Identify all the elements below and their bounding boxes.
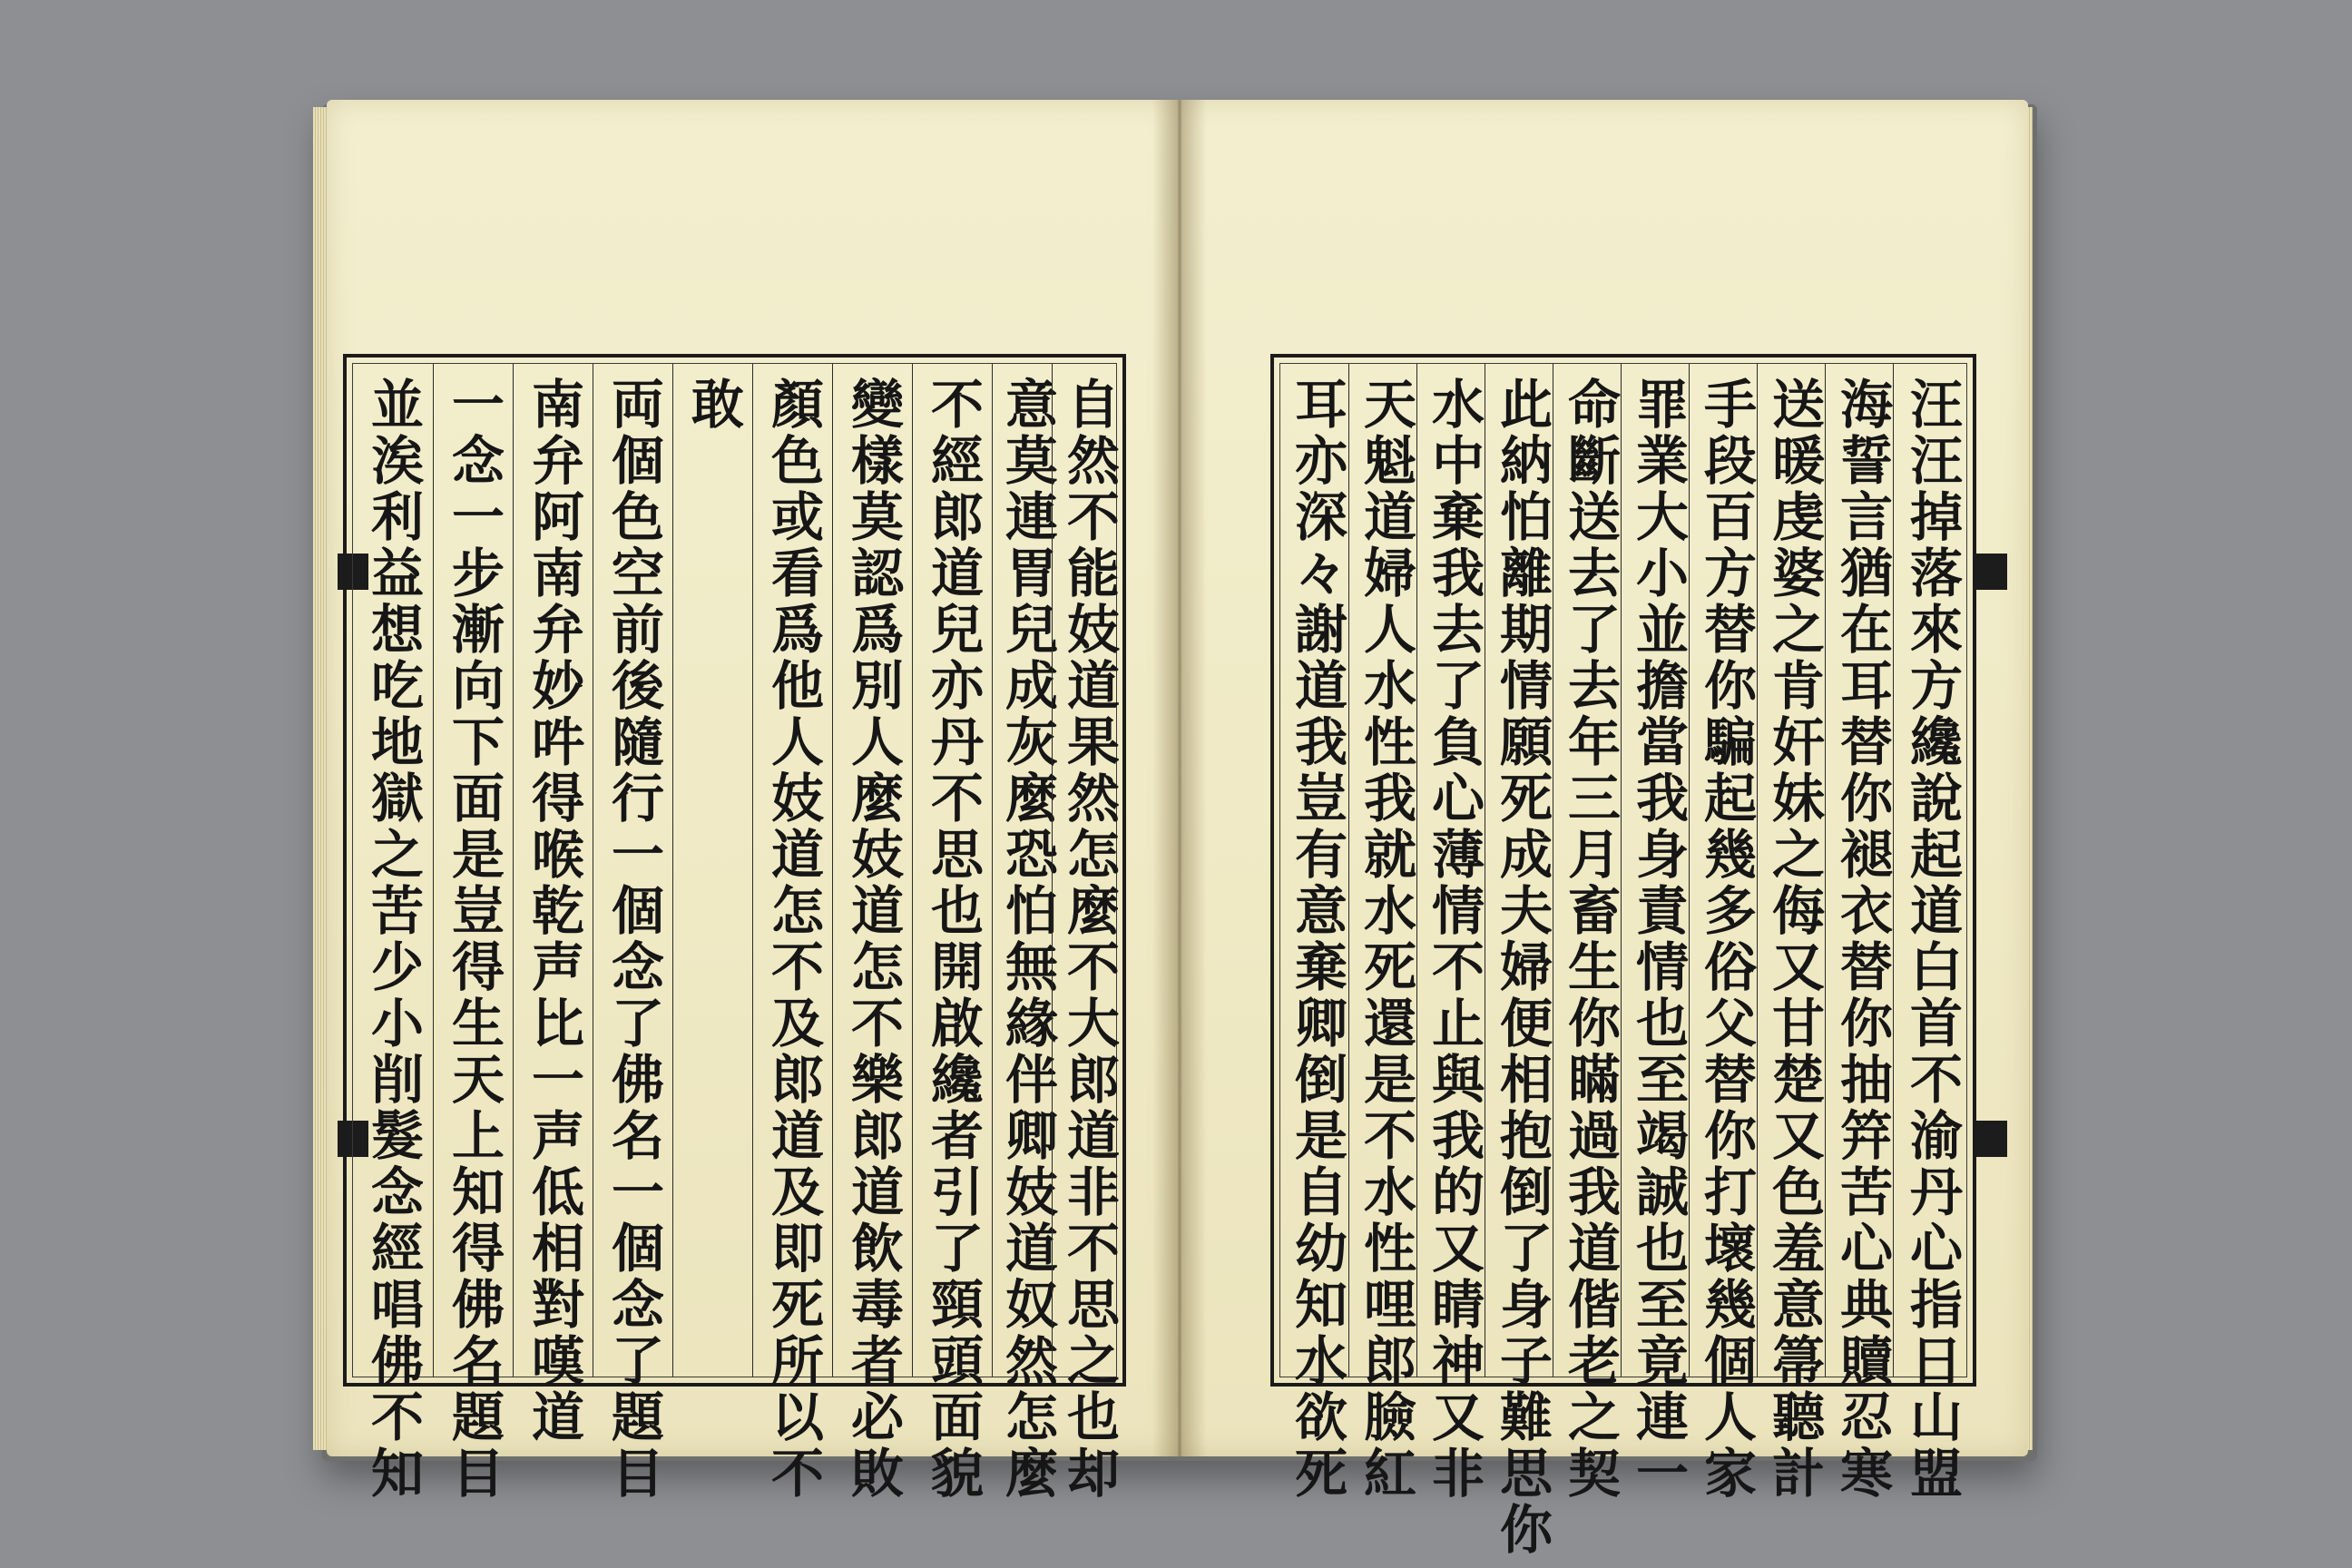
left-column-8 <box>912 364 985 1502</box>
right-column-4 <box>1485 364 1553 1558</box>
right-column-6 <box>1621 364 1690 1502</box>
left-column-2-text: 一念一步漸向下面是豈得生天上知得佛名題目 <box>443 377 505 1502</box>
right-column-1 <box>1280 364 1348 1502</box>
right-column-7 <box>1689 364 1758 1502</box>
right-column-8-text: 送暖虔婆之肯奸妹之侮又甘楚又色羞意箒聽計 <box>1763 377 1825 1502</box>
right-column-9 <box>1825 364 1894 1502</box>
right-column-5 <box>1553 364 1622 1502</box>
right-column-6-text: 罪業大小並擔當我身責情也至竭誠也至竟連一 <box>1627 377 1689 1502</box>
left-column-8-text: 不經郎道兒亦丹不思也開啟纔者引了頸頭面貌 <box>922 377 984 1502</box>
left-column-9 <box>992 364 1058 1502</box>
left-column-5 <box>672 364 746 1377</box>
right-column-3-text: 水中棄我去了負心薄情不止與我的又睛神又非 <box>1423 377 1485 1502</box>
left-column-4-text: 両個色空前後隨行一個念了佛名一個念了題目 <box>603 377 664 1502</box>
left-text-frame <box>343 354 1126 1502</box>
left-column-6 <box>752 364 826 1502</box>
right-text-frame <box>1270 354 1976 1558</box>
right-fishtail-lower <box>1976 1121 2007 1157</box>
right-column-5-text: 命斷送去了去年三月畜生你瞞過我道偕老之契 <box>1559 377 1621 1502</box>
right-column-8 <box>1757 364 1826 1502</box>
right-column-2-text: 天魁道婦人水性我就水死還是不水性哩郎臉紅 <box>1355 377 1416 1502</box>
left-column-7-text: 變樣莫認爲別人麼妓道怎不樂郎道飲毒者必敗 <box>842 377 904 1502</box>
right-column-7-text: 手段百方替你騙起幾多俗父替你打壞幾個人家 <box>1695 377 1757 1502</box>
left-column-2 <box>433 364 506 1502</box>
right-fishtail-upper <box>1976 554 2007 590</box>
right-frame-inner <box>1279 363 1967 1558</box>
left-column-3 <box>513 364 586 1446</box>
left-column-4 <box>593 364 666 1502</box>
left-column-10-text: 自然不能妓道果然怎麼不大郎道非不思之也却 <box>1058 377 1120 1502</box>
left-column-10 <box>1052 364 1120 1502</box>
left-column-1-text: 並涘利益想吃地獄之苦少小削髮念經唱佛不知 <box>362 377 424 1502</box>
right-column-10-text: 汪汪掉落來方纔說起道白首不渝丹心指日山盟 <box>1901 377 1963 1502</box>
left-frame-inner <box>352 363 1120 1502</box>
right-column-9-text: 海誓言猶在耳替你褪衣替你抽筓苦心典贖忍寒 <box>1831 377 1893 1502</box>
right-column-10 <box>1893 364 1967 1502</box>
left-column-6-text: 顏色或看爲他人妓道怎不及郎道及即死所以不 <box>762 377 824 1502</box>
right-column-4-text: 此納怕離期情願死成夫婦便相抱倒了身子難思你 <box>1491 377 1553 1558</box>
right-column-2 <box>1348 364 1417 1502</box>
left-column-3-text: 南弁阿南弁妙吽得喉乾声比一声低相對嘆道 <box>523 377 584 1446</box>
left-column-1 <box>353 364 426 1502</box>
left-column-5-text: 敢 <box>682 377 744 433</box>
book-gutter <box>1152 100 1207 1456</box>
left-column-7 <box>832 364 906 1502</box>
right-column-3 <box>1416 364 1485 1502</box>
right-column-1-text: 耳亦深々謝道我豈有意棄卿倒是自幼知水欲死 <box>1286 377 1348 1502</box>
left-column-9-text: 意莫連胃兒成灰麼恐怕無緣伴卿妓道奴然怎麼 <box>996 377 1058 1502</box>
